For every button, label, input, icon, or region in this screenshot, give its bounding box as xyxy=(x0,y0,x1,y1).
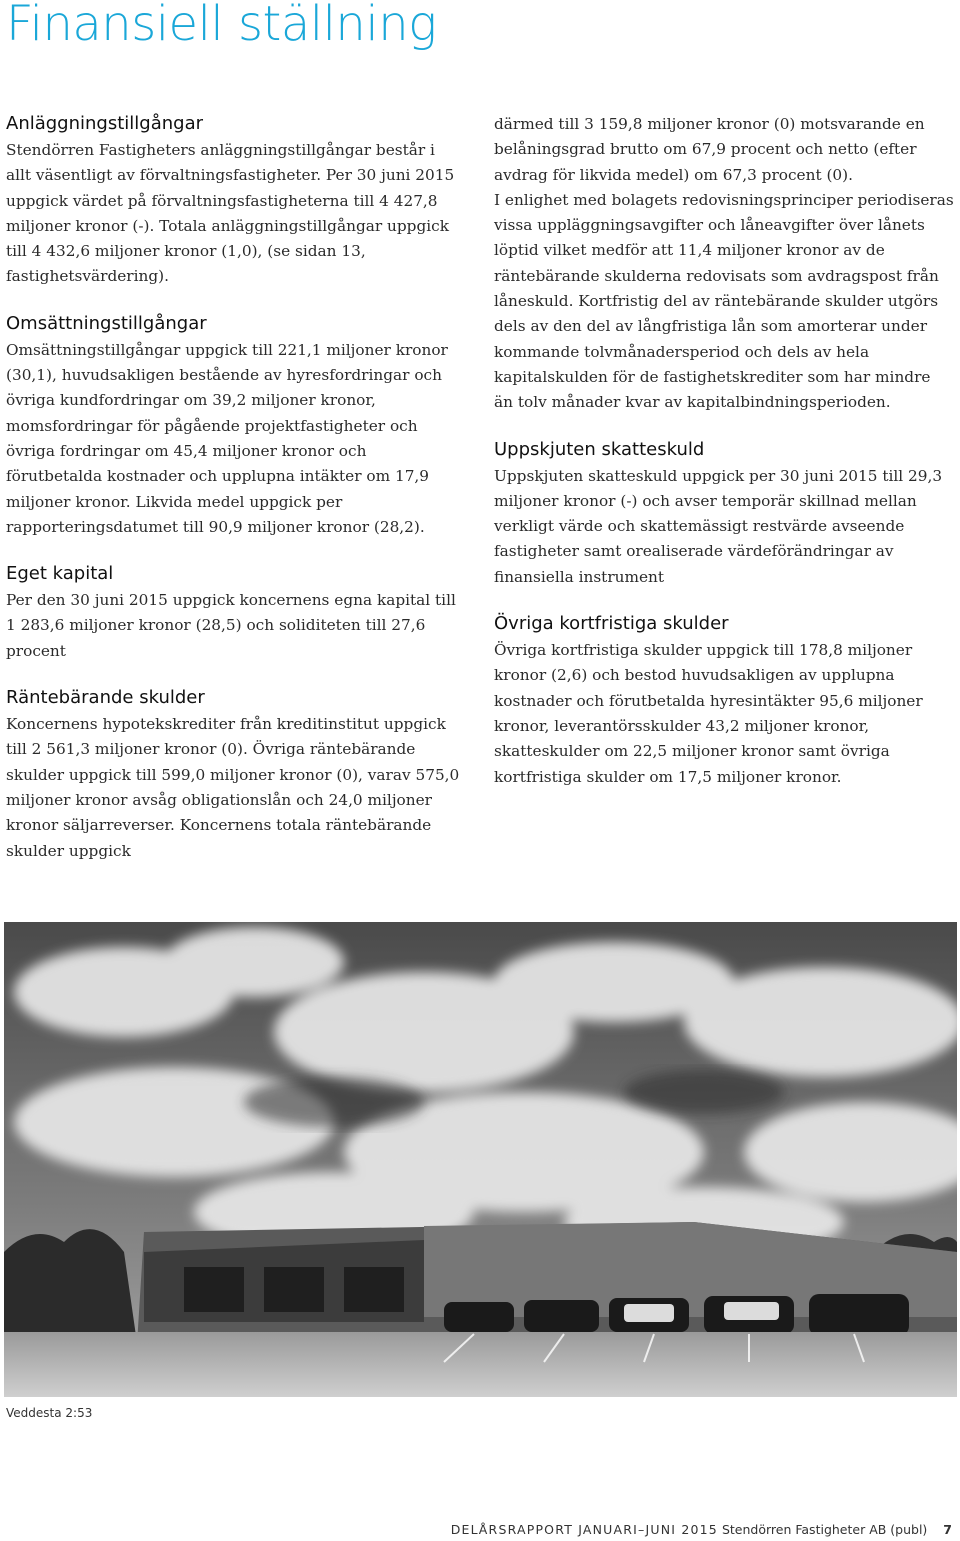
section-anlaggningstillgangar xyxy=(6,112,464,290)
footer-document-title: DELÅRSRAPPORT JANUARI–JUNI 2015 xyxy=(450,1522,718,1537)
section-heading: Anläggningstillgångar xyxy=(6,113,204,134)
section-heading: Omsättningstillgångar xyxy=(6,312,207,334)
continuation-paragraph: därmed till 3 159,8 miljoner kronor (0) motsvarande en belåningsgrad brutto om 67,9 procent och netto (efter avdrag för likvida medel) om 67,3 procent (0). xyxy=(494,115,925,184)
section-body: Koncernens hypotekskrediter från kreditinstitut uppgick till 2 561,3 miljoner kronor (0). Övriga räntebärande skulder uppgick till 599,0 miljoner kronor (0), varav 575,0 miljoner kronor avsåg obligationslån och 24,0 miljoner kronor säljarreverser. Koncernens totala räntebärande skulder uppgick xyxy=(6,715,460,860)
section-body: Per den 30 juni 2015 uppgick koncernens egna kapital till 1 283,6 miljoner kronor (28,5) och soliditeten till 27,6 procent xyxy=(6,591,456,660)
photo-caption: Veddesta 2:53 xyxy=(6,1406,93,1420)
section-body: Övriga kortfristiga skulder uppgick till 178,8 miljoner kronor (2,6) och bestod huvudsakligen av upplupna kostnader och förutbetalda hyresintäkter 95,6 miljoner kronor, leverantörsskulder 43,2 miljoner kronor, skatteskulder om 22,5 miljoner kronor samt övriga kortfristiga skulder om 17,5 miljoner kronor. xyxy=(494,641,923,786)
section-heading: Övriga kortfristiga skulder xyxy=(494,613,729,635)
right-column xyxy=(494,112,954,812)
continuation-paragraph: I enlighet med bolagets redovisningsprinciper periodiseras vissa uppläggningsavgifter och låneavgifter över lånets löptid vilket medför att 11,4 miljoner kronor av de räntebärande skulderna redovisats som avdragspost från låneskuld. Kortfristig del av räntebärande skulder utgörs dels av den del av långfristiga lån som amorterar under kommande tolvmånadersperiod och dels av hela kapitalskulden för de fastighetskrediter som har mindre än tolv månader kvar av kapitalbindningsperioden. xyxy=(494,190,954,412)
section-heading: Eget kapital xyxy=(6,563,114,585)
section-body: Omsättningstillgångar uppgick till 221,1 miljoner kronor (30,1), huvudsakligen bestående av hyresfordringar och övriga kundfordringar om 39,2 miljoner kronor, momsfordringar för pågående projektfastigheter och övriga fordringar om 45,4 miljoner kronor och förutbetalda kostnader och upplupna intäkter om 17,9 miljoner kronor. Likvida medel uppgick per rapporteringsdatumet till 90,9 miljoner kronor (28,2). xyxy=(6,340,448,536)
page-footer xyxy=(451,1522,952,1537)
section-body: Stendörren Fastigheters anläggningstillgångar består i allt väsentligt av förvaltningsfastigheter. Per 30 juni 2015 uppgick värdet på förvaltningsfastigheterna till 4 427,8 miljoner kronor (-). Totala anläggningstillgångar uppgick till 4 432,6 miljoner kronor (1,0), (se sidan 13, fastighetsvärdering). xyxy=(6,141,455,286)
section-heading: Uppskjuten skatteskuld xyxy=(494,438,705,460)
section-eget-kapital xyxy=(6,562,464,664)
page-title: Finansiell ställning xyxy=(6,0,437,52)
section-omsattningstillgangar xyxy=(6,312,464,540)
page-number: 7 xyxy=(943,1522,952,1537)
section-ovriga-kortfristiga-skulder xyxy=(494,612,954,790)
section-body: Uppskjuten skatteskuld uppgick per 30 juni 2015 till 29,3 miljoner kronor (-) och avser temporär skillnad mellan verkligt värde och skattemässigt restvärde avseende fastigheter samt orealiserade värdeförändringar av finansiella instrument xyxy=(494,466,943,586)
left-column xyxy=(6,112,464,886)
building-photo xyxy=(4,922,957,1397)
section-rantebarande-skulder xyxy=(6,686,464,864)
footer-company: Stendörren Fastigheter AB (publ) xyxy=(721,1522,928,1537)
section-heading: Räntebärande skulder xyxy=(6,687,205,709)
section-uppskjuten-skatteskuld xyxy=(494,438,954,590)
